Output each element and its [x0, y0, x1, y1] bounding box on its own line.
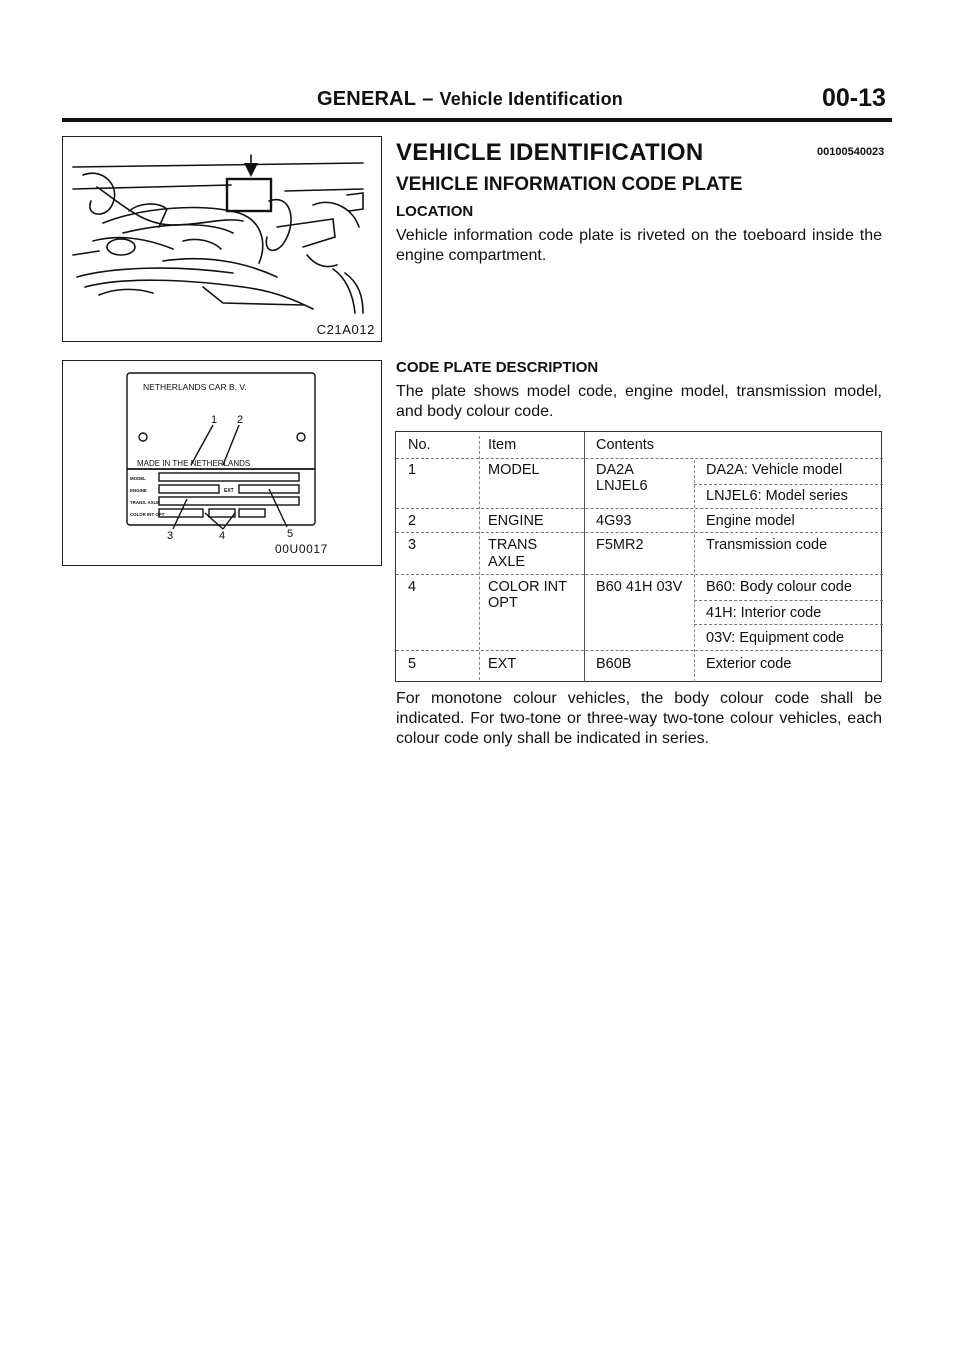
row-1-no: 1: [408, 462, 417, 478]
row-1-desc-1: DA2A: Vehicle model: [706, 462, 843, 478]
row-3-desc-1: Transmission code: [706, 537, 828, 553]
row-3-code: F5MR2: [596, 537, 644, 553]
row-divider: [396, 532, 883, 533]
row-3-item-2: AXLE: [488, 554, 526, 570]
row-5-desc-1: Exterior code: [706, 656, 792, 672]
page-number: 00-13: [822, 84, 886, 112]
row-divider: [396, 574, 883, 575]
row-divider: [694, 624, 883, 625]
row-2-item: ENGINE: [488, 513, 544, 529]
column-divider: [479, 436, 480, 680]
header-separator: –: [422, 88, 434, 110]
row-4-desc-2: 41H: Interior code: [706, 605, 822, 621]
page-title: VEHICLE IDENTIFICATION: [396, 139, 704, 166]
header-divider: [62, 118, 892, 122]
description-text: The plate shows model code, engine model, transmission model, and body colour code.: [396, 383, 882, 420]
footer-note: For monotone colour vehicles, the body colour code shall be indicated. For two-tone or three-way two-tone colour vehicles, each colour code only shall be indicated in series.: [396, 690, 882, 747]
code-plate-table: [395, 431, 882, 682]
section-title: VEHICLE INFORMATION CODE PLATE: [396, 174, 743, 195]
header-section: GENERAL: [317, 88, 417, 110]
row-4-item-2: OPT: [488, 595, 518, 611]
code-plate-figure: [62, 360, 382, 566]
row-4-no: 4: [408, 579, 417, 595]
callout-5: 5: [287, 528, 294, 540]
row-divider: [694, 484, 883, 485]
row-1-desc-2: LNJEL6: Model series: [706, 488, 848, 504]
header-item: Item: [488, 437, 517, 453]
document-id: 00100540023: [817, 146, 885, 158]
header-contents: Contents: [596, 437, 655, 453]
plate-top-text: NETHERLANDS CAR B. V.: [143, 382, 247, 392]
row-1-item: MODEL: [488, 462, 540, 478]
figure-code: C21A012: [316, 322, 375, 337]
code-plate-drawing: [63, 361, 381, 565]
header-subsection: Vehicle Identification: [439, 89, 623, 109]
plate-made-text: MADE IN THE NETHERLANDS: [137, 459, 251, 468]
plate-label-trans-axle: TRANS. AXLE: [130, 500, 160, 505]
row-1-code-2: LNJEL6: [596, 478, 648, 494]
engine-compartment-drawing: [63, 137, 381, 341]
callout-1: 1: [211, 414, 218, 426]
row-3-item: TRANS: [488, 537, 538, 553]
row-2-desc-1: Engine model: [706, 513, 795, 529]
row-divider: [396, 508, 883, 509]
description-heading: CODE PLATE DESCRIPTION: [396, 359, 599, 376]
plate-label-engine: ENGINE: [130, 488, 147, 493]
plate-label-color: COLOR INT OPT: [130, 512, 165, 517]
row-4-item: COLOR INT: [488, 579, 567, 595]
row-3-no: 3: [408, 537, 417, 553]
row-5-code: B60B: [596, 656, 632, 672]
row-5-no: 5: [408, 656, 417, 672]
row-divider: [396, 650, 883, 651]
callout-4: 4: [219, 530, 226, 542]
column-divider: [584, 432, 585, 682]
row-4-desc-1: B60: Body colour code: [706, 579, 852, 595]
callout-2: 2: [237, 414, 244, 426]
plate-label-model: MODEL: [130, 476, 146, 481]
row-1-code: DA2A: [596, 462, 634, 478]
figure-code: 00U0017: [275, 542, 328, 556]
page-header: [317, 88, 623, 111]
row-2-no: 2: [408, 513, 417, 529]
location-figure: [62, 136, 382, 342]
location-text: Vehicle information code plate is riveted on the toeboard inside the engine compartment.: [396, 227, 882, 264]
row-4-code: B60 41H 03V: [596, 579, 683, 595]
row-5-item: EXT: [488, 656, 517, 672]
row-divider: [694, 600, 883, 601]
callout-3: 3: [167, 530, 174, 542]
column-divider: [694, 460, 695, 682]
row-divider: [396, 458, 883, 459]
plate-label-ext: EXT: [224, 488, 234, 494]
location-heading: LOCATION: [396, 203, 474, 220]
row-4-desc-3: 03V: Equipment code: [706, 630, 845, 646]
header-no: No.: [408, 437, 431, 453]
row-2-code: 4G93: [596, 513, 632, 529]
